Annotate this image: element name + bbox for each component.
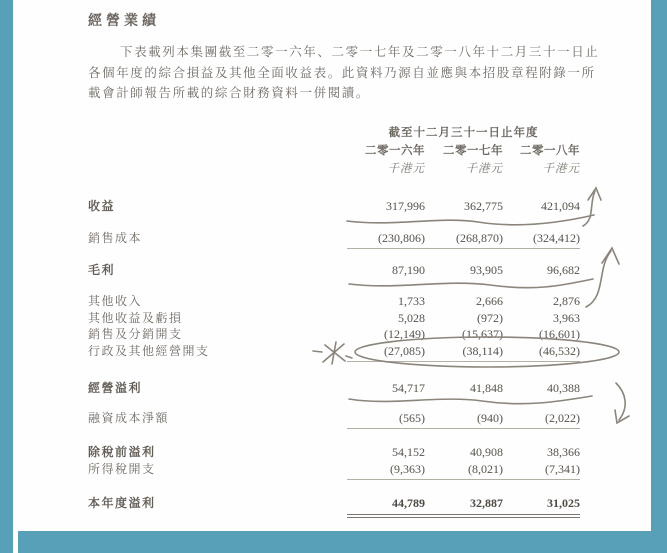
row-label: 行政及其他經營開支 — [88, 344, 210, 358]
row-label: 所得稅開支 — [88, 462, 156, 476]
row-income-tax-expense — [88, 462, 580, 480]
cell-2018: (7,341) — [503, 462, 580, 480]
cell-2018: 38,366 — [547, 445, 580, 459]
cell-2016: (27,085) — [347, 344, 425, 362]
row-other-income — [88, 294, 580, 309]
cell-2016: 317,996 — [386, 199, 425, 213]
hand-underline-gross-profit — [349, 279, 593, 288]
row-profit-before-tax — [88, 445, 580, 460]
intro-paragraph — [88, 42, 608, 104]
unit-hkd-thousand: 千港元 — [465, 163, 503, 175]
table-header-units — [88, 160, 580, 176]
hand-up-arrow-gross-profit — [586, 251, 611, 307]
row-label: 銷售及分銷開支 — [88, 327, 183, 341]
year-2016: 二零一六年 — [365, 145, 425, 157]
year-2018: 二零一八年 — [520, 145, 580, 157]
row-profit-for-the-year — [88, 496, 580, 518]
row-selling-distribution-expenses — [88, 327, 580, 342]
cell-2018: 40,388 — [547, 381, 580, 395]
hand-underline-revenue — [347, 215, 594, 225]
cell-2017: (940) — [425, 411, 503, 429]
paragraph-line: 各個年度的綜合損益及其他全面收益表。此資料乃源自並應與本招股章程附錄一所 — [88, 65, 596, 80]
page-title: 經營業績 — [88, 14, 160, 29]
cell-2016: 87,190 — [392, 263, 425, 277]
unit-hkd-thousand: 千港元 — [542, 163, 580, 175]
row-label: 其他收益及虧損 — [88, 311, 183, 325]
page-edge-right — [651, 0, 667, 553]
cell-2017: (15,637) — [462, 327, 503, 341]
hand-underline-operating-profit — [349, 396, 592, 404]
row-other-gains-losses — [88, 311, 580, 326]
cell-2017: 2,666 — [476, 294, 503, 308]
cell-2017: 362,775 — [464, 199, 503, 213]
cell-2018: (2,022) — [503, 411, 580, 429]
cell-2017: 41,848 — [470, 381, 503, 395]
row-gross-profit — [88, 263, 580, 278]
cell-2018: 2,876 — [553, 294, 580, 308]
row-label: 其他收入 — [88, 294, 143, 308]
row-revenue — [88, 199, 580, 214]
row-cost-of-sales — [88, 231, 580, 249]
cell-2016: 1,733 — [398, 294, 425, 308]
page-edge-left — [0, 0, 13, 553]
row-label: 經營溢利 — [88, 381, 143, 395]
cell-2017: (8,021) — [425, 462, 503, 480]
cell-2018: 421,094 — [541, 199, 580, 213]
cell-2016: (12,149) — [384, 327, 425, 341]
cell-2017: 32,887 — [425, 496, 503, 518]
cell-2016: (9,363) — [347, 462, 425, 480]
paragraph-line: 下表載列本集團截至二零一六年、二零一七年及二零一八年十二月三十一日止 — [120, 45, 600, 59]
row-label: 本年度溢利 — [88, 496, 156, 510]
row-label: 融資成本淨額 — [88, 411, 170, 425]
row-net-finance-costs — [88, 411, 580, 429]
cell-2016: (565) — [347, 411, 425, 429]
cell-2017: (268,870) — [425, 231, 503, 249]
year-2017: 二零一七年 — [443, 145, 503, 157]
row-label: 毛利 — [88, 263, 116, 277]
cell-2018: 31,025 — [503, 496, 580, 518]
period-label: 截至十二月三十一日止年度 — [388, 127, 539, 139]
cell-2016: 5,028 — [398, 311, 425, 325]
page-edge-bottom — [18, 531, 667, 553]
table-header-years — [88, 142, 580, 158]
row-label: 銷售成本 — [88, 231, 143, 245]
paragraph-line: 載會計師報告所載的綜合財務資料一併閱讀。 — [88, 86, 371, 100]
cell-2018: 96,682 — [547, 263, 580, 277]
cell-2018: 3,963 — [553, 311, 580, 325]
cell-2017: (38,114) — [425, 344, 503, 362]
cell-2016: 44,789 — [347, 496, 425, 518]
row-label: 收益 — [88, 199, 116, 213]
cell-2016: 54,152 — [392, 445, 425, 459]
table-header-period — [88, 124, 580, 140]
unit-hkd-thousand: 千港元 — [387, 163, 425, 175]
hand-up-arrow-revenue — [583, 191, 595, 226]
row-label: 除稅前溢利 — [88, 445, 156, 459]
cell-2016: (230,806) — [347, 231, 425, 249]
cell-2017: (972) — [477, 311, 503, 325]
cell-2016: 54,717 — [392, 381, 425, 395]
cell-2018: (46,532) — [503, 344, 580, 362]
row-operating-profit — [88, 381, 580, 396]
hand-down-arrow-finance-costs — [616, 383, 625, 420]
cell-2018: (324,412) — [503, 231, 580, 249]
cell-2017: 93,905 — [470, 263, 503, 277]
row-admin-operating-expenses — [88, 344, 580, 362]
cell-2017: 40,908 — [470, 445, 503, 459]
cell-2018: (16,601) — [539, 327, 580, 341]
